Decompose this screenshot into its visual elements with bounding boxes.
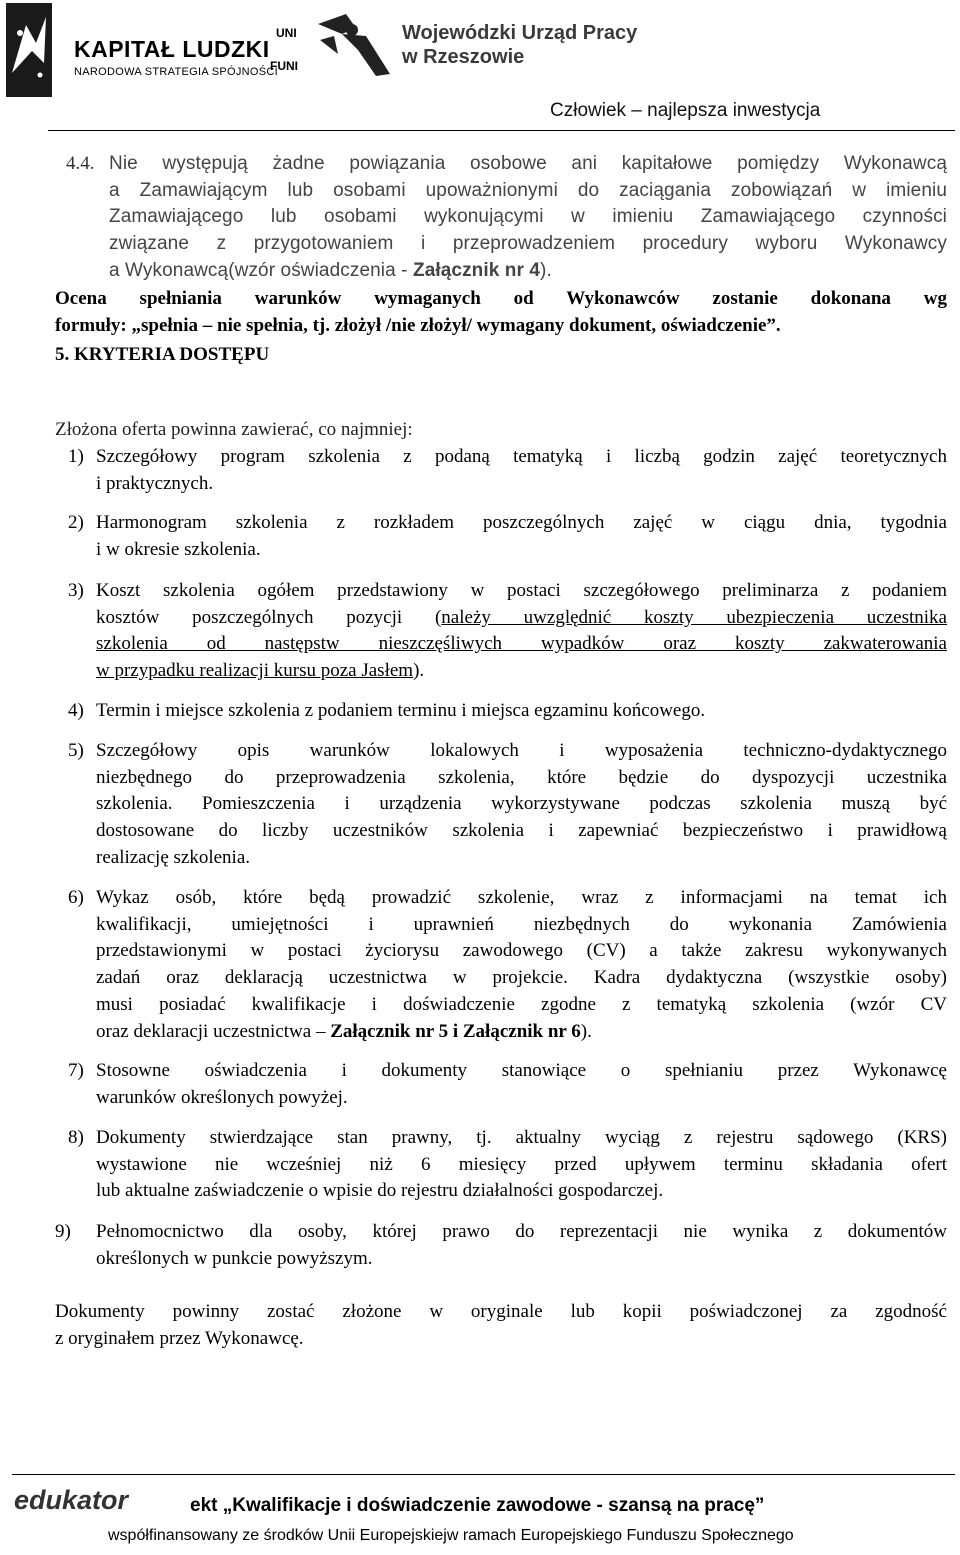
wup-title-line1: Wojewódzki Urząd Pracy (402, 22, 638, 44)
section-4-4-number: 4.4. (66, 153, 95, 174)
list-item-line: Szczegółowy opis warunków lokalowych i wyposażenia techniczno-dydaktycznego (96, 740, 947, 761)
list-item-line: Koszt szkolenia ogółem przedstawiony w postaci szczegółowego preliminarza z podaniem (96, 580, 947, 601)
list-item (68, 1058, 947, 1111)
list-item-line: lub aktualne zaświadczenie o wpisie do rejestru działalności gospodarczej. (96, 1180, 664, 1202)
assessment-line: formuły: „spełnia – nie spełnia, tj. złożył /nie złożył/ wymagany dokument, oświadczenie”. (55, 314, 781, 336)
assessment-note (55, 286, 947, 339)
list-item-line: Termin i miejsce szkolenia z podaniem terminu i miejsca egzaminu końcowego. (96, 700, 706, 721)
list-item-line: i praktycznych. (96, 472, 214, 494)
list-item (55, 1219, 947, 1272)
list-item-number: 9) (55, 1221, 71, 1242)
list-item-line: warunków określonych powyżej. (96, 1086, 348, 1108)
list-item-line: Pełnomocnictwo dla osoby, której prawo do reprezentacji nie wynika z dokumentów (96, 1221, 947, 1242)
list-item-number: 7) (68, 1060, 84, 1081)
closing-line: z oryginałem przez Wykonawcę. (55, 1327, 304, 1349)
footer-divider (12, 1474, 955, 1475)
list-item-line: niezbędnego do przeprowadzenia szkolenia, które będzie do dyspozycji uczestnika (96, 766, 947, 788)
list-item-line: wystawione nie wcześniej niż 6 miesięcy przed upływem terminu składania ofert (96, 1153, 947, 1175)
underlined-text: w przypadku realizacji kursu poza Jasłem (96, 660, 414, 682)
header-motto: Człowiek – najlepsza inwestycja (550, 100, 821, 121)
list-item-number: 3) (68, 580, 84, 601)
underlined-text: szkolenia od następstw nieszczęśliwych wypadków oraz koszty zakwaterowania (96, 633, 947, 655)
footer-project-title: ekt „Kwalifikacje i doświadczenie zawodowe - szansą na pracę” (190, 1495, 765, 1516)
assessment-line: Ocena spełniania warunków wymaganych od Wykonawców zostanie dokonana wg (55, 288, 947, 309)
list-item-number: 1) (68, 446, 84, 467)
section-4-4-line: związane z przygotowaniem i przeprowadzeniem procedury wyboru Wykonawcy (109, 233, 947, 255)
list-item-line: kosztów poszczególnych pozycji (należy uwzględnić koszty ubezpieczenia uczestnika (96, 606, 947, 628)
list-item (68, 738, 947, 872)
list-item (68, 698, 947, 725)
list-item-line: realizację szkolenia. (96, 846, 251, 868)
list-item (68, 510, 947, 563)
underlined-text: należy uwzględnić koszty ubezpieczenia uczestnika (441, 606, 947, 628)
list-item-number: 8) (68, 1127, 84, 1148)
list-item (68, 444, 947, 497)
list-item-line: kwalifikacji, umiejętności i uprawnień niezbędnych do wykonania Zamówienia (96, 913, 947, 935)
list-item-number: 5) (68, 740, 84, 761)
list-item-line: przedstawionymi w postaci życiorysu zawodowego (CV) a także zakresu wykonywanych (96, 940, 947, 962)
closing-line: Dokumenty powinny zostać złożone w oryginale lub kopii poświadczonej za zgodność (55, 1301, 947, 1322)
section-5-intro: Złożona oferta powinna zawierać, co najmniej: (55, 419, 413, 440)
list-item-line: Dokumenty stwierdzające stan prawny, tj. aktualny wyciąg z rejestru sądowego (KRS) (96, 1127, 947, 1148)
wup-title-line2: w Rzeszowie (402, 46, 525, 68)
list-item-line: i w okresie szkolenia. (96, 538, 261, 560)
list-item-number: 4) (68, 700, 84, 721)
list-item-line: Wykaz osób, które będą prowadzić szkolenie, wraz z informacjami na temat ich (96, 887, 947, 908)
list-item-line: dostosowane do liczby uczestników szkolenia i zapewniać bezpieczeństwo i prawidłową (96, 820, 947, 842)
list-item-line: zadań oraz deklaracją uczestnictwa w projekcie. Kadra dydaktyczna (wszystkie osoby) (96, 967, 947, 989)
list-item (68, 578, 947, 685)
attachment-ref: Załącznik nr 4 (412, 259, 541, 281)
list-item (68, 1125, 947, 1205)
list-item-number: 2) (68, 512, 84, 533)
kapital-ludzki-subtitle: NARODOWA STRATEGIA SPÓJNOŚCI (74, 66, 278, 78)
attachment-ref: Załącznik nr 5 i Załącznik nr 6 (330, 1020, 581, 1042)
kapital-ludzki-logo (6, 3, 52, 97)
edukator-logo: edukator (14, 1485, 129, 1515)
section-4-4-line: a Wykonawcą(wzór oświadczenia - Załącznik nr 4). (109, 259, 552, 281)
list-item-line: Szczegółowy program szkolenia z podaną tematyką i liczbą godzin zajęć teoretycznych (96, 446, 947, 467)
closing-paragraph (55, 1299, 947, 1352)
list-item-line: określonych w punkcie powyższym. (96, 1247, 373, 1269)
list-item-line: w przypadku realizacji kursu poza Jasłem). (96, 660, 425, 682)
list-item (68, 885, 947, 1045)
eu-label-bottom: FUNI (270, 59, 298, 73)
header-divider (48, 130, 955, 131)
kapital-ludzki-title: KAPITAŁ LUDZKI (74, 36, 270, 62)
list-item-line: musi posiadać kwalifikacje i doświadczenie zgodne z tematyką szkolenia (wzór CV (96, 993, 947, 1015)
list-item-line: oraz deklaracji uczestnictwa – Załącznik nr 5 i Załącznik nr 6). (96, 1020, 592, 1042)
footer-cofinancing: współfinansowany ze środków Unii Europejskiejw ramach Europejskiego Funduszu Społecznego (108, 1527, 794, 1544)
page-header (0, 0, 960, 130)
list-item-line: szkolenia. Pomieszczenia i urządzenia wykorzystywane podczas szkolenia muszą być (96, 793, 947, 815)
section-4-4-line: Zamawiającego lub osobami wykonującymi w imieniu Zamawiającego czynności (109, 206, 947, 228)
section-4-4-line: a Zamawiającym lub osobami upoważnionymi do zaciągania zobowiązań w imieniu (109, 179, 947, 201)
section-4-4 (66, 151, 947, 285)
section-5-heading: 5. KRYTERIA DOSTĘPU (55, 344, 270, 365)
list-item-line: Harmonogram szkolenia z rozkładem poszczególnych zajęć w ciągu dnia, tygodnia (96, 512, 947, 533)
eu-label-top: UNI (276, 26, 297, 40)
list-item-number: 6) (68, 887, 84, 908)
section-4-4-line: Nie występują żadne powiązania osobowe ani kapitałowe pomiędzy Wykonawcą (109, 153, 947, 174)
list-item-line: Stosowne oświadczenia i dokumenty stanowiące o spełnianiu przez Wykonawcę (96, 1060, 947, 1081)
wup-logo (312, 10, 398, 82)
